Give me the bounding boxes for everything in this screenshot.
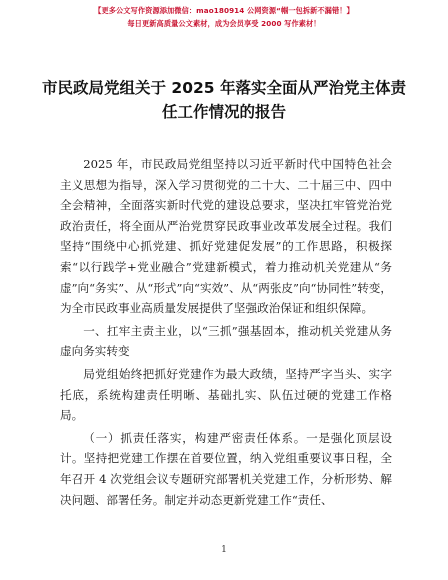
paragraph-subsection-1: （一）抓责任落实，构建严密责任体系。一是强化顶层设计。坚持把党建工作摆在首要位置，纳入党组重要议事日程，全年召开 4 次党组会议专题研究部署机关党建工作，分析形势、解决问题、部署任务。制定并动态更新党建工作“责任、 bbox=[60, 430, 392, 507]
paragraph-section-1: 局党组始终把抓好党建作为最大政绩，坚持严字当头、实字托底，系统构建责任明晰、基础扎实、队伍过硬的党建工作格局。 bbox=[60, 366, 392, 423]
promo-banner-line-1: 【更多公文写作资源添加微信：mao180914 公网资源“帼一包拆新不漏错！】 bbox=[94, 6, 354, 15]
paragraph-intro: 2025 年，市民政局党组坚持以习近平新时代中国特色社会主义思想为指导，深入学习贯彻党的二十大、二十届三中、四中全会精神，全面落实新时代党的建设总要求，坚决扛牢管党治党政治责任，将全面从严治党贯穿民政事业改革发展全过程。我们坚持“围绕中心抓党建、抓好党建促发展”的工作思路，积极探索“以行践学+党业融合”党建新模式，着力推动机关党建从“务虚”向“务实”、从“形式”向“实效”、从“两张皮”向“协同性”转变，为全市民政事业高质量发展提供了坚强政治保证和组织保障。 bbox=[60, 157, 392, 316]
document-body bbox=[60, 154, 392, 510]
section-heading-1: 一、扛牢主责主业，以“三抓”强基固本，推动机关党建从务虚向务实转变 bbox=[60, 323, 392, 359]
page-number: 1 bbox=[221, 545, 227, 555]
document-title: 市民政局党组关于 2025 年落实全面从严治党主体责任工作情况的报告 bbox=[42, 79, 406, 121]
promo-banner bbox=[0, 4, 448, 30]
promo-banner-line-2: 每日更新高质量公文素材，成为会员享受 2000 写作素材！ bbox=[127, 19, 321, 28]
